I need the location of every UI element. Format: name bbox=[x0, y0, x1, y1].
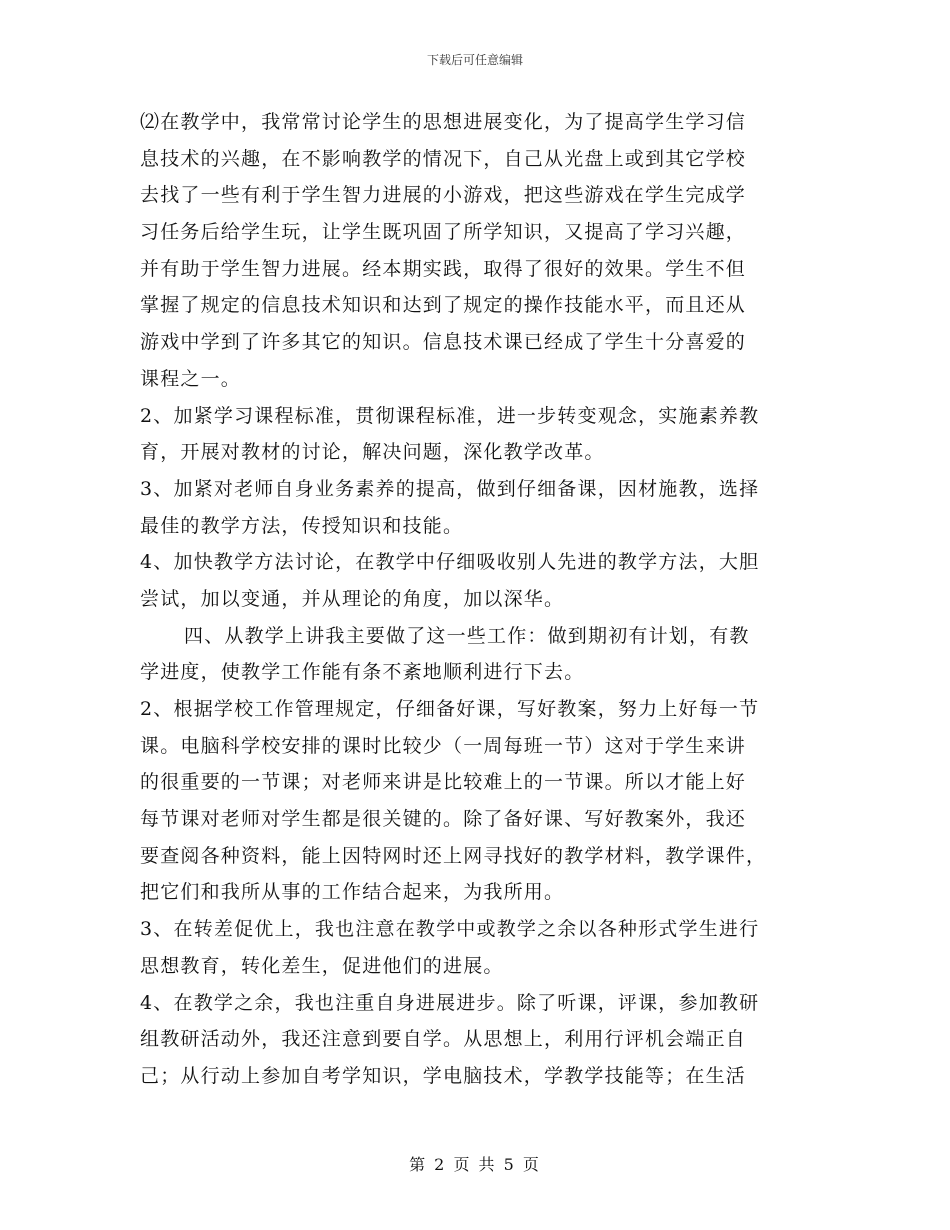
text-line: 的很重要的一节课；对老师来讲是比较难上的一节课。所以才能上好 bbox=[140, 771, 747, 794]
text-line: 课。电脑科学校安排的课时比较少（一周每班一节）这对于学生来讲 bbox=[140, 734, 747, 757]
text-line: 并有助于学生智力进展。经本期实践，取得了很好的效果。学生不但 bbox=[140, 257, 747, 280]
text-line: 要查阅各种资料，能上因特网时还上网寻找好的教学材料，教学课件， bbox=[140, 844, 767, 867]
text-line: 2、根据学校工作管理规定，仔细备好课，写好教案，努力上好每一节 bbox=[140, 698, 760, 720]
text-line: 游戏中学到了许多其它的知识。信息技术课已经成了学生十分喜爱的 bbox=[140, 331, 747, 354]
text-line: 己；从行动上参加自考学知识，学电脑技术，学教学技能等；在生活 bbox=[140, 1064, 747, 1087]
text-line: 3、加紧对老师自身业务素养的提高，做到仔细备课，因材施教，选择 bbox=[140, 477, 760, 500]
text-line: 四、从教学上讲我主要做了这一些工作：做到期初有计划，有教 bbox=[184, 624, 750, 647]
document-body bbox=[140, 104, 808, 1095]
text-line: 组教研活动外，我还注意到要自学。从思想上，利用行评机会端正自 bbox=[140, 1028, 747, 1051]
text-line: 3、在转差促优上，我也注意在教学中或教学之余以各种形式学生进行 bbox=[140, 918, 760, 941]
text-line: ⑵在教学中，我常常讨论学生的思想进展变化，为了提高学生学习信 bbox=[140, 111, 747, 133]
text-line: 掌握了规定的信息技术知识和达到了规定的操作技能水平，而且还从 bbox=[140, 294, 747, 317]
text-line: 息技术的兴趣，在不影响教学的情况下，自己从光盘上或到其它学校 bbox=[140, 147, 747, 170]
text-line: 4、在教学之余，我也注重自身进展进步。除了听课，评课，参加教研 bbox=[140, 991, 760, 1014]
page-footer: 第 2 页 共 5 页 bbox=[409, 1155, 541, 1174]
text-line: 4、加快教学方法讨论，在教学中仔细吸收别人先进的教学方法，大胆 bbox=[140, 551, 760, 574]
text-line: 课程之一。 bbox=[140, 367, 242, 390]
text-line: 尝试，加以变通，并从理论的角度，加以深华。 bbox=[140, 587, 565, 610]
text-line: 最佳的教学方法，传授知识和技能。 bbox=[140, 514, 464, 537]
text-line: 把它们和我所从事的工作结合起来，为我所用。 bbox=[140, 881, 565, 904]
text-line: 思想教育，转化差生，促进他们的进展。 bbox=[140, 954, 504, 977]
text-line: 学进度，使教学工作能有条不紊地顺利进行下去。 bbox=[140, 661, 585, 684]
text-line: 习任务后给学生玩，让学生既巩固了所学知识，又提高了学习兴趣， bbox=[140, 221, 747, 244]
text-line: 每节课对老师对学生都是很关键的。除了备好课、写好教案外，我还 bbox=[140, 808, 747, 831]
page-header: 下载后可任意编辑 bbox=[426, 53, 523, 67]
text-line: 去找了一些有利于学生智力进展的小游戏，把这些游戏在学生完成学 bbox=[140, 184, 747, 207]
text-line: 育，开展对教材的讨论，解决问题，深化教学改革。 bbox=[140, 441, 605, 464]
text-line: 2、加紧学习课程标准，贯彻课程标准，进一步转变观念，实施素养教 bbox=[140, 404, 760, 427]
